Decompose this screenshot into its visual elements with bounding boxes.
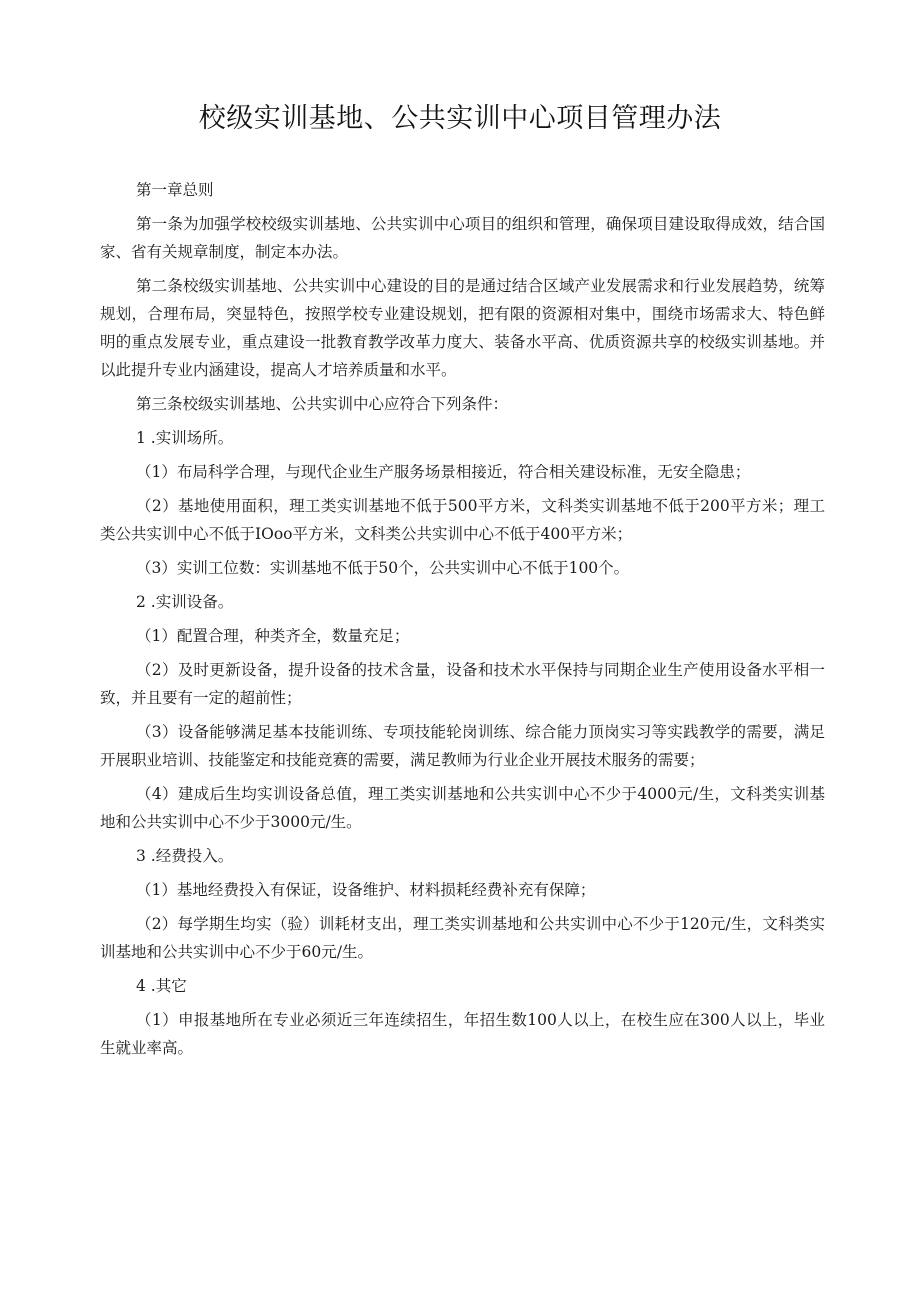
section-1-item-3: （3）实训工位数：实训基地不低于50个，公共实训中心不低于100个。 [136,559,630,577]
section-1-item-2: （2）基地使用面积，理工类实训基地不低于500平方米，文科类实训基地不低于200平方米；理工类公共实训中心不低于IOoo平方米，文科类公共实训中心不低于400平方米； [100,497,825,543]
article-1: 第一条为加强学校校级实训基地、公共实训中心项目的组织和管理，确保项目建设取得成效，结合国家、省有关规章制度，制定本办法。 [100,215,825,261]
document-body [100,176,825,1068]
section-3-item-1: （1）基地经费投入有保证，设备维护、材料损耗经费补充有保障； [136,881,596,899]
section-1-item-1: （1）布局科学合理，与现代企业生产服务场景相接近，符合相关建设标准，无安全隐患； [136,463,751,481]
section-3-heading: 3 .经费投入。 [136,847,234,865]
section-2-heading: 2 .实训设备。 [136,593,234,611]
section-1-heading: 1 .实训场所。 [136,429,234,447]
section-4-heading: 4 .其它 [136,977,187,995]
section-2-item-2: （2）及时更新设备，提升设备的技术含量，设备和技术水平保持与同期企业生产使用设备水平相一致，并且要有一定的超前性； [100,661,825,707]
section-2-item-3: （3）设备能够满足基本技能训练、专项技能轮岗训练、综合能力顶岗实习等实践教学的需要，满足开展职业培训、技能鉴定和技能竞赛的需要，满足教师为行业企业开展技术服务的需要； [100,723,825,769]
document-title: 校级实训基地、公共实训中心项目管理办法 [198,103,722,134]
section-2-item-1: （1）配置合理，种类齐全，数量充足； [136,627,410,645]
article-2: 第二条校级实训基地、公共实训中心建设的目的是通过结合区域产业发展需求和行业发展趋势，统筹规划，合理布局，突显特色，按照学校专业建设规划，把有限的资源相对集中，围绕市场需求大、特色鲜明的重点发展专业，重点建设一批教育教学改革力度大、装备水平高、优质资源共享的校级实训基地。并以此提升专业内涵建设，提高人才培养质量和水平。 [100,277,825,379]
article-3: 第三条校级实训基地、公共实训中心应符合下列条件： [136,395,509,413]
section-3-item-2: （2）每学期生均实（验）训耗材支出，理工类实训基地和公共实训中心不少于120元/生，文科类实训基地和公共实训中心不少于60元/生。 [100,915,825,961]
chapter-heading: 第一章总则 [136,181,214,199]
section-4-item-1: （1）申报基地所在专业必须近三年连续招生，年招生数100人以上，在校生应在300人以上，毕业生就业率高。 [100,1011,825,1057]
section-2-item-4: （4）建成后生均实训设备总值，理工类实训基地和公共实训中心不少于4000元/生，文科类实训基地和公共实训中心不少于3000元/生。 [100,785,825,831]
